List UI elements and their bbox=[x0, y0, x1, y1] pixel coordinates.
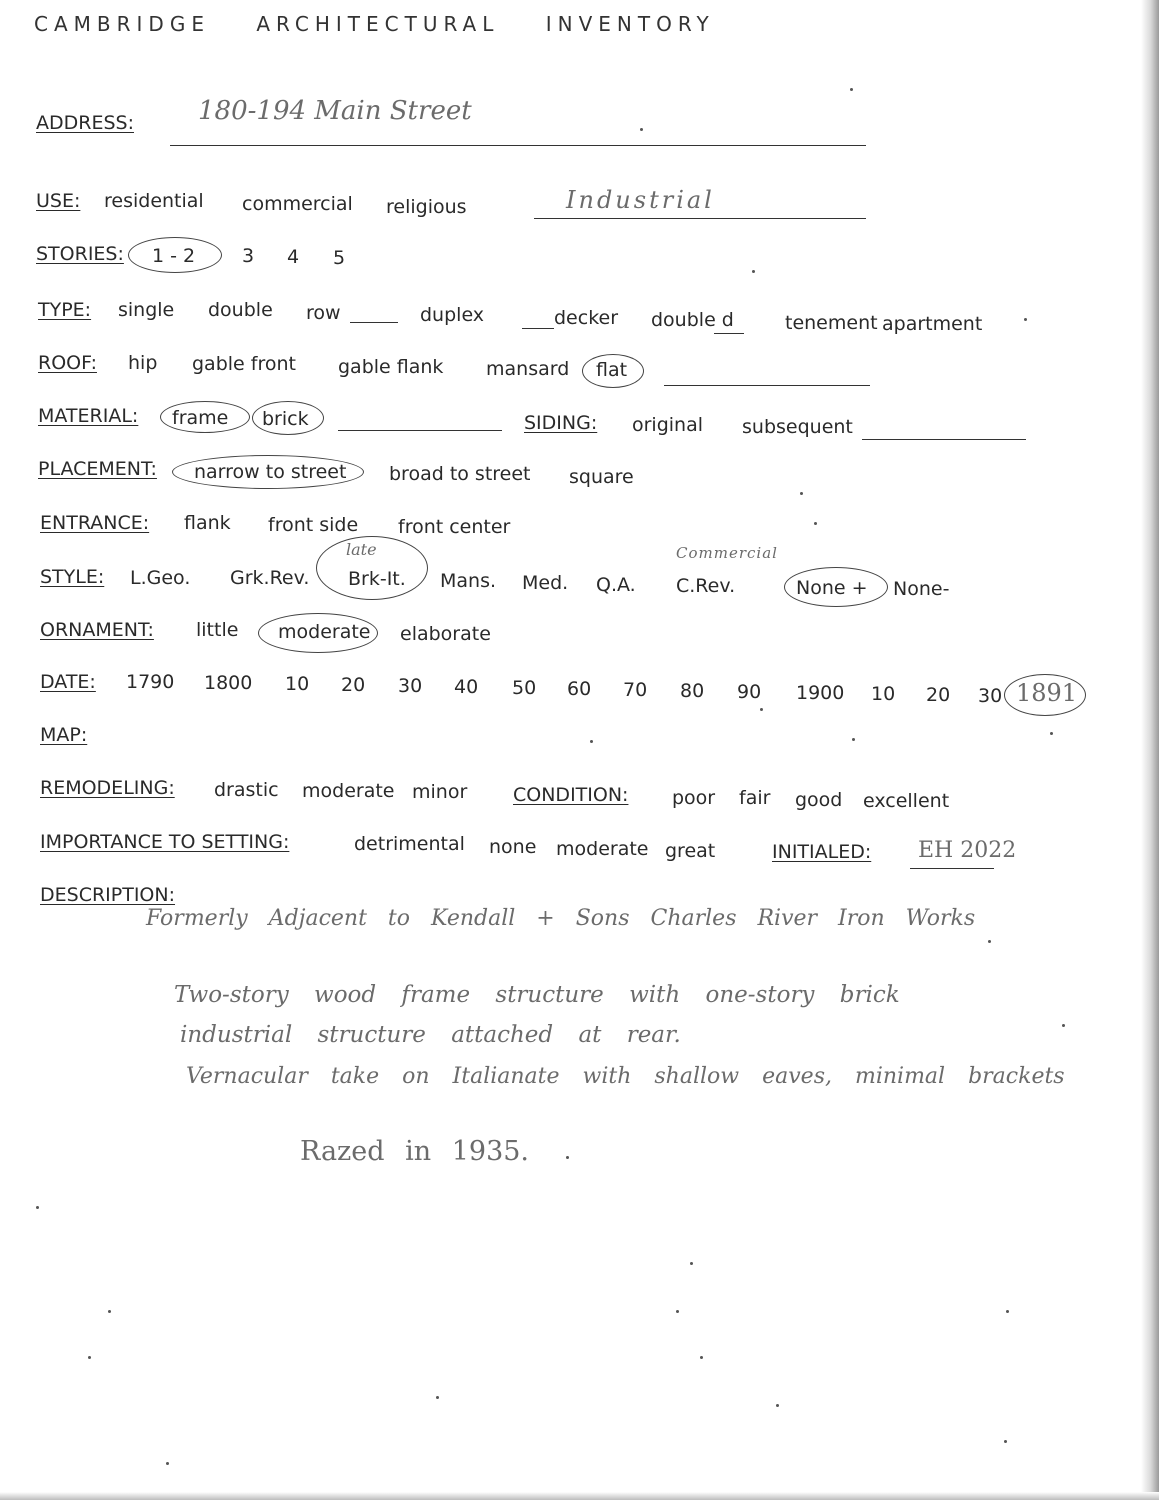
style-option: Mans. bbox=[440, 570, 497, 592]
date-option: 30 bbox=[398, 675, 423, 697]
scan-speck bbox=[752, 270, 755, 273]
roof-option: hip bbox=[128, 352, 158, 374]
style-option: Q.A. bbox=[596, 574, 636, 596]
style-option: None + bbox=[796, 577, 868, 599]
form-title bbox=[34, 12, 749, 36]
description-line: Two-story wood frame structure with one-story brick bbox=[174, 982, 900, 1008]
placement-label: PLACEMENT: bbox=[38, 458, 157, 480]
remodeling-label: REMODELING: bbox=[40, 777, 175, 799]
roof-option: mansard bbox=[486, 358, 570, 380]
use-label: USE: bbox=[36, 190, 81, 212]
roof-option: gable front bbox=[192, 353, 296, 375]
scan-speck bbox=[760, 708, 763, 711]
remodeling-option: moderate bbox=[302, 780, 395, 802]
title-word: CAMBRIDGE bbox=[34, 12, 210, 36]
title-word: INVENTORY bbox=[545, 12, 715, 36]
material-write-in-line bbox=[338, 430, 502, 431]
siding-write-in-line bbox=[862, 439, 1026, 440]
entrance-label: ENTRANCE: bbox=[40, 512, 150, 534]
scan-speck bbox=[1062, 1024, 1065, 1027]
date-write-in: 1891 bbox=[1016, 679, 1078, 707]
address-label: ADDRESS: bbox=[36, 112, 134, 134]
ornament-option: moderate bbox=[278, 621, 371, 643]
roof-label: ROOF: bbox=[38, 352, 97, 374]
use-option: commercial bbox=[242, 193, 353, 215]
scan-speck bbox=[676, 1310, 679, 1313]
style-annotation-late: late bbox=[346, 540, 377, 559]
entrance-option: front center bbox=[398, 516, 511, 538]
use-option: religious bbox=[386, 196, 467, 218]
ornament-option: little bbox=[196, 619, 239, 641]
use-option: residential bbox=[104, 190, 204, 212]
type-option: apartment bbox=[882, 313, 983, 335]
date-option: 60 bbox=[567, 678, 592, 700]
date-option: 90 bbox=[737, 681, 762, 703]
entrance-option: flank bbox=[184, 512, 231, 534]
condition-option: fair bbox=[739, 787, 771, 809]
style-option: Brk-It. bbox=[348, 568, 406, 590]
roof-option: flat bbox=[596, 359, 628, 381]
material-option: brick bbox=[262, 408, 309, 430]
placement-option: square bbox=[569, 466, 634, 488]
scan-speck bbox=[690, 1262, 693, 1265]
stories-label: STORIES: bbox=[36, 243, 124, 265]
style-option: Grk.Rev. bbox=[230, 567, 310, 589]
condition-option: good bbox=[795, 789, 843, 811]
scan-speck bbox=[1004, 1440, 1007, 1443]
entrance-option: front side bbox=[268, 514, 359, 536]
type-blank bbox=[350, 322, 398, 323]
map-label: MAP: bbox=[40, 724, 88, 746]
condition-option: poor bbox=[672, 787, 716, 809]
scan-speck bbox=[800, 492, 803, 495]
placement-option: broad to street bbox=[389, 463, 531, 485]
title-word: ARCHITECTURAL bbox=[256, 12, 500, 36]
initialed-line bbox=[910, 868, 994, 869]
roof-option: gable flank bbox=[338, 356, 444, 378]
scan-speck bbox=[852, 738, 855, 741]
type-option: double d bbox=[651, 309, 734, 331]
stories-option: 5 bbox=[333, 247, 346, 269]
siding-label: SIDING: bbox=[524, 412, 598, 434]
scan-speck bbox=[436, 1396, 439, 1399]
ornament-label: ORNAMENT: bbox=[40, 619, 154, 641]
scan-speck bbox=[640, 128, 643, 131]
style-option: Med. bbox=[522, 572, 569, 594]
date-option: 20 bbox=[926, 684, 951, 706]
page-edge-shadow bbox=[1141, 0, 1159, 1500]
scan-speck bbox=[1024, 318, 1027, 321]
scan-speck bbox=[566, 1156, 569, 1159]
date-option: 50 bbox=[512, 677, 537, 699]
date-option: 20 bbox=[341, 674, 366, 696]
material-option: frame bbox=[172, 407, 229, 429]
description-line: Formerly Adjacent to Kendall + Sons Charles River Iron Works bbox=[146, 906, 976, 931]
style-option: C.Rev. bbox=[676, 575, 736, 597]
date-option: 1790 bbox=[126, 671, 175, 693]
scan-speck bbox=[850, 88, 853, 91]
description-line: Razed in 1935. bbox=[300, 1136, 530, 1167]
date-option: 10 bbox=[871, 683, 896, 705]
initialed-label: INITIALED: bbox=[772, 841, 872, 863]
scan-speck bbox=[88, 1356, 91, 1359]
use-write-in-line bbox=[534, 218, 866, 219]
importance-option: detrimental bbox=[354, 833, 465, 855]
description-label: DESCRIPTION: bbox=[40, 884, 176, 906]
stories-option: 4 bbox=[287, 246, 300, 268]
importance-option: moderate bbox=[556, 838, 649, 860]
remodeling-option: minor bbox=[412, 781, 468, 803]
importance-option: great bbox=[665, 840, 716, 862]
scan-speck bbox=[108, 1310, 111, 1313]
scan-speck bbox=[700, 1356, 703, 1359]
style-annotation-commercial: Commercial bbox=[676, 544, 778, 562]
page-edge-shadow bbox=[0, 1492, 1159, 1500]
style-option: L.Geo. bbox=[130, 567, 191, 589]
condition-option: excellent bbox=[863, 790, 950, 812]
condition-label: CONDITION: bbox=[513, 784, 629, 806]
importance-label: IMPORTANCE TO SETTING: bbox=[40, 831, 290, 853]
type-option: tenement bbox=[785, 312, 878, 334]
type-option: decker bbox=[554, 307, 619, 329]
roof-write-in-line bbox=[664, 385, 870, 386]
type-option: single bbox=[118, 299, 175, 321]
initialed-value: EH 2022 bbox=[918, 838, 1017, 863]
type-blank bbox=[522, 328, 554, 329]
type-option: double bbox=[208, 299, 273, 321]
description-line: industrial structure attached at rear. bbox=[180, 1022, 681, 1048]
type-blank bbox=[714, 333, 744, 334]
address-value: 180-194 Main Street bbox=[198, 96, 472, 126]
scan-speck bbox=[166, 1462, 169, 1465]
date-option: 1800 bbox=[204, 672, 253, 694]
siding-option: subsequent bbox=[742, 416, 853, 438]
use-write-in: Industrial bbox=[566, 186, 715, 214]
type-option: row bbox=[306, 302, 341, 324]
remodeling-option: drastic bbox=[214, 779, 279, 801]
type-label: TYPE: bbox=[38, 299, 92, 321]
placement-option: narrow to street bbox=[194, 461, 347, 483]
scan-speck bbox=[590, 740, 593, 743]
importance-option: none bbox=[489, 836, 537, 858]
description-line: Vernacular take on Italianate with shallow eaves, minimal brackets bbox=[186, 1064, 1065, 1089]
siding-option: original bbox=[632, 414, 704, 436]
material-label: MATERIAL: bbox=[38, 405, 139, 427]
date-option: 1900 bbox=[796, 682, 845, 704]
stories-option: 3 bbox=[242, 245, 255, 267]
date-option: 30 bbox=[978, 685, 1003, 707]
type-option: duplex bbox=[420, 304, 485, 326]
scan-speck bbox=[1006, 1310, 1009, 1313]
ornament-option: elaborate bbox=[400, 623, 491, 645]
scan-speck bbox=[814, 522, 817, 525]
stories-option: 1 - 2 bbox=[152, 245, 196, 267]
style-option: None- bbox=[893, 578, 950, 600]
date-label: DATE: bbox=[40, 671, 96, 693]
date-option: 40 bbox=[454, 676, 479, 698]
scan-speck bbox=[1050, 732, 1053, 735]
date-option: 10 bbox=[285, 673, 310, 695]
scan-speck bbox=[776, 1404, 779, 1407]
date-option: 70 bbox=[623, 679, 648, 701]
address-line bbox=[170, 145, 866, 146]
scan-speck bbox=[36, 1206, 39, 1209]
style-label: STYLE: bbox=[40, 566, 105, 588]
scan-speck bbox=[988, 940, 991, 943]
date-option: 80 bbox=[680, 680, 705, 702]
